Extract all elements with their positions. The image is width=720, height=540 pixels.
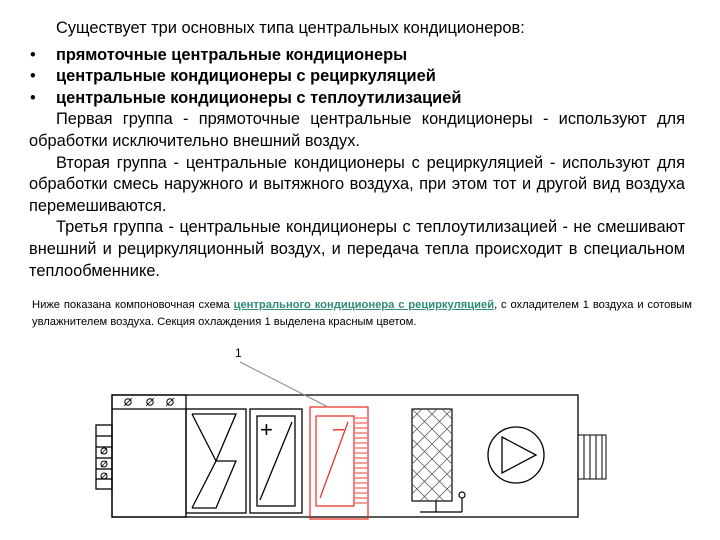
bullet-icon: • bbox=[30, 67, 36, 86]
list-item-text: центральные кондиционеры с теплоутилизацией bbox=[56, 88, 462, 107]
intro-line: Существует три основных типа центральных кондиционеров: bbox=[56, 19, 525, 37]
list-item bbox=[29, 88, 685, 110]
heater-plus-sign: + bbox=[260, 417, 273, 442]
caption-before: Ниже показана компоновочная схема bbox=[32, 299, 234, 311]
caption-link[interactable]: центрального кондиционера с рециркуляцией bbox=[233, 299, 495, 311]
air-handler-diagram bbox=[90, 340, 630, 530]
diagram-caption bbox=[32, 297, 692, 331]
cooler-fins bbox=[355, 418, 367, 503]
paragraph-third-group: Третья группа - центральные кондиционеры с теплоутилизацией - не смешивают внешний и рециркуляционный воздух, и передача тепла происходит в специальном теплообменнике. bbox=[29, 218, 685, 280]
intake-grille bbox=[96, 425, 112, 489]
mixing-section bbox=[112, 395, 186, 517]
main-text bbox=[29, 18, 685, 282]
label-1-leader bbox=[240, 362, 328, 407]
list-item-text: центральные кондиционеры с рециркуляцией bbox=[56, 67, 436, 86]
bullet-icon: • bbox=[30, 45, 36, 64]
humidifier-drain bbox=[420, 492, 465, 512]
paragraph-first-group: Первая группа - прямоточные центральные кондиционеры - используют для обработки исключительно внешний воздух. bbox=[29, 110, 685, 150]
types-list bbox=[29, 45, 685, 110]
list-item-text: прямоточные центральные кондиционеры bbox=[56, 45, 408, 64]
bullet-icon: • bbox=[30, 88, 36, 107]
outlet-grille bbox=[578, 435, 606, 479]
humidifier-section bbox=[412, 409, 452, 501]
caption-after: , с охладителем 1 воздуха и сотовым увлажнителем воздуха. Секция охлаждения 1 выделена красным цветом. bbox=[32, 299, 692, 328]
filter-section bbox=[186, 409, 246, 513]
humidifier-honeycomb bbox=[412, 409, 452, 501]
paragraph-second-group: Вторая группа - центральные кондиционеры с рециркуляцией - используют для обработки смесь наружного и вытяжного воздуха, при этом тот и другой вид воздуха перемешиваются. bbox=[29, 153, 685, 215]
fan-section bbox=[488, 427, 544, 483]
unit-casing bbox=[112, 395, 578, 517]
list-item bbox=[29, 66, 685, 88]
list-item bbox=[29, 45, 685, 67]
heater-section bbox=[250, 409, 302, 513]
cooler-minus-sign: – bbox=[333, 418, 345, 440]
label-1: 1 bbox=[235, 346, 242, 360]
